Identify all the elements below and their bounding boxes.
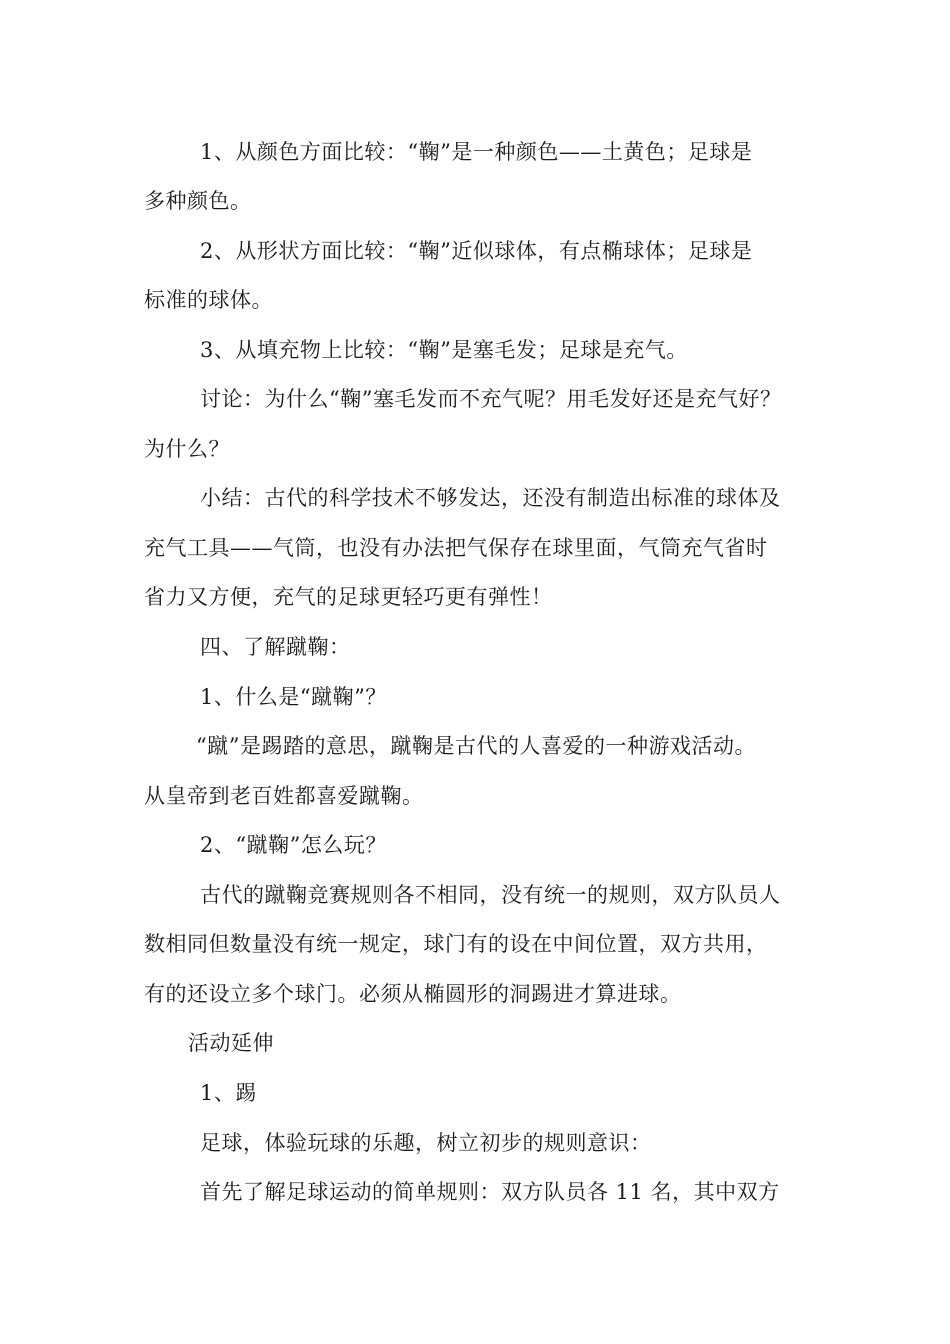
text-line: 四、了解蹴鞠： (200, 635, 351, 659)
text-line: “蹴”是踢踏的意思，蹴鞠是古代的人喜爱的一种游戏活动。 (196, 734, 756, 758)
text-line: 数相同但数量没有统一规定，球门有的设在中间位置，双方共用， (144, 932, 768, 956)
text-line: 从皇帝到老百姓都喜爱蹴鞠。 (144, 784, 424, 808)
text-line: 讨论：为什么“鞠”塞毛发而不充气呢？用毛发好还是充气好？ (200, 387, 782, 411)
text-line: 小结：古代的科学技术不够发达，还没有制造出标准的球体及 (200, 486, 781, 510)
text-line: 足球，体验玩球的乐趣，树立初步的规则意识： (200, 1131, 652, 1155)
text-line: 活动延伸 (188, 1031, 274, 1055)
text-line: 1、从颜色方面比较：“鞠”是一种颜色——土黄色；足球是 (200, 140, 753, 164)
text-line: 首先了解足球运动的简单规则：双方队员各 11 名，其中双方 (200, 1180, 780, 1204)
text-line: 古代的蹴鞠竞赛规则各不相同，没有统一的规则，双方队员人 (200, 883, 781, 907)
text-line: 省力又方便，充气的足球更轻巧更有弹性！ (144, 585, 553, 609)
text-line: 为什么？ (144, 437, 230, 461)
text-line: 1、什么是“蹴鞠”？ (200, 685, 387, 709)
text-line: 有的还设立多个球门。必须从椭圆形的洞踢进才算进球。 (144, 982, 682, 1006)
text-line: 1、踢 (200, 1081, 257, 1105)
text-line: 2、“蹴鞠”怎么玩？ (200, 833, 387, 857)
text-line: 充气工具——气筒，也没有办法把气保存在球里面，气筒充气省时 (144, 536, 768, 560)
text-line: 标准的球体。 (144, 288, 273, 312)
text-line: 3、从填充物上比较：“鞠”是塞毛发；足球是充气。 (200, 338, 688, 362)
text-line: 2、从形状方面比较：“鞠”近似球体，有点椭球体；足球是 (200, 239, 753, 263)
text-line: 多种颜色。 (144, 189, 252, 213)
